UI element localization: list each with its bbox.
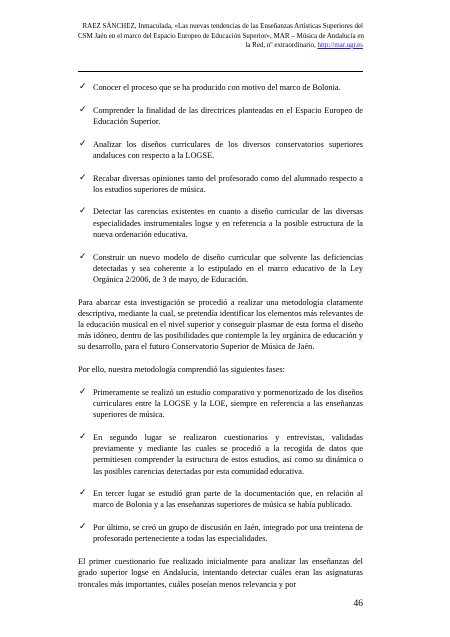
- author-name: RAEZ SÁNCHEZ: [82, 22, 135, 30]
- check-icon: ✓: [79, 431, 87, 442]
- header-line-1: [78, 22, 363, 32]
- phase-text: En segundo lugar se realizaron cuestionarios y entrevistas, validadas previamente y mediante las cuales se procedió a la recogida de datos que permitiesen comprender la estructura de estos estudios, así como su dinámica o las posibles carencias detectadas por esta comunidad educativa.: [93, 432, 363, 476]
- check-icon: ✓: [79, 138, 87, 149]
- header-line-3-text: la Red, nº extraordinario,: [245, 41, 318, 49]
- objective-text: Construir un nuevo modelo de diseño curricular que solvente las deficiencias detectadas y sea coherente a lo estipulado en el marco educativo de la Ley Orgánica 2/2006, de 3 de mayo, de Educación.: [93, 252, 363, 284]
- header-line-1-rest: , Inmaculada, «Las nuevas tendencias de las Enseñanzas Artísticas Superiores del: [134, 22, 363, 30]
- phase-item: [78, 387, 363, 421]
- phase-item: [78, 432, 363, 477]
- objective-item: [78, 173, 363, 195]
- objective-text: Recabar diversas opiniones tanto del profesorado como del alumnado respecto a los estudios superiores de música.: [93, 173, 363, 194]
- check-icon: ✓: [79, 488, 87, 499]
- header-divider: [78, 71, 363, 72]
- check-icon: ✓: [79, 386, 87, 397]
- header-line-3: [78, 41, 363, 51]
- check-icon: ✓: [79, 251, 87, 262]
- check-icon: ✓: [79, 104, 87, 115]
- objective-item: [78, 206, 363, 240]
- phase-text: Primeramente se realizó un estudio comparativo y pormenorizado de los diseños curriculares entre la LOGSE y la LOE, siempre en referencia a las enseñanzas superiores de música.: [93, 387, 363, 420]
- header-line-2: CSM Jaén en el marco del Espacio Europeo de Educación Superior», MAR – Música de Andalucía en: [78, 31, 364, 40]
- check-icon: ✓: [79, 206, 87, 217]
- methodology-paragraph: Para abarcar esta investigación se procedió a realizar una metodología claramente descriptiva, mediante la cual, se pretendía identificar los elementos más relevantes de la educación musical en el nivel superior y conseguir plasmar de esta forma el diseño más idóneo, dentro de las posibilidades que contemple la ley orgánica de educación y su desarrollo, para el futuro Conservatorio Superior de Música de Jaén.: [78, 297, 363, 352]
- questionnaire-paragraph: El primer cuestionario fue realizado inicialmente para analizar las enseñanzas del grado superior logse en Andalucía, intentando detectar cuáles eran las asignaturas troncales más importantes, cuáles poseían menos relevancia y por: [78, 557, 363, 589]
- objective-item: [78, 252, 363, 286]
- phase-text: Por último, se creó un grupo de discusión en Jaén, integrado por una treintena de profesorado perteneciente a todas las especialidades.: [93, 523, 363, 544]
- check-icon: ✓: [79, 522, 87, 533]
- phase-item: [78, 522, 363, 544]
- objective-item: [78, 105, 363, 127]
- objective-text: Comprender la finalidad de las directrices planteadas en el Espacio Europeo de Educación Superior.: [93, 105, 363, 126]
- objective-text: Detectar las carencias existentes en cuanto a diseño curricular de las diversas especialidades instrumentales logse y en referencia a la posible estructura de la nueva ordenación educativa.: [93, 207, 363, 239]
- body-text: [78, 82, 363, 601]
- check-icon: ✓: [79, 82, 87, 92]
- check-icon: ✓: [79, 172, 87, 183]
- objective-text: Analizar los diseños curriculares de los diversos conservatorios superiores andaluces con respecto a la LOGSE.: [93, 139, 363, 160]
- page-header: [78, 22, 363, 51]
- objective-item: [78, 139, 363, 161]
- phase-text: En tercer lugar se estudió gran parte de la documentación que, en relación al marco de Bolonia y a las enseñanzas superiores de música se había publicado.: [93, 489, 363, 510]
- journal-link[interactable]: http://mar.ugr.es: [317, 41, 363, 49]
- objective-item: [78, 82, 363, 93]
- phases-intro-paragraph: Por ello, nuestra metodología comprendió las siguientes fases:: [78, 365, 285, 375]
- objective-text: Conocer el proceso que se ha producido con motivo del marco de Bolonia.: [93, 83, 341, 92]
- page-number: 46: [353, 599, 363, 609]
- phase-item: [78, 488, 363, 510]
